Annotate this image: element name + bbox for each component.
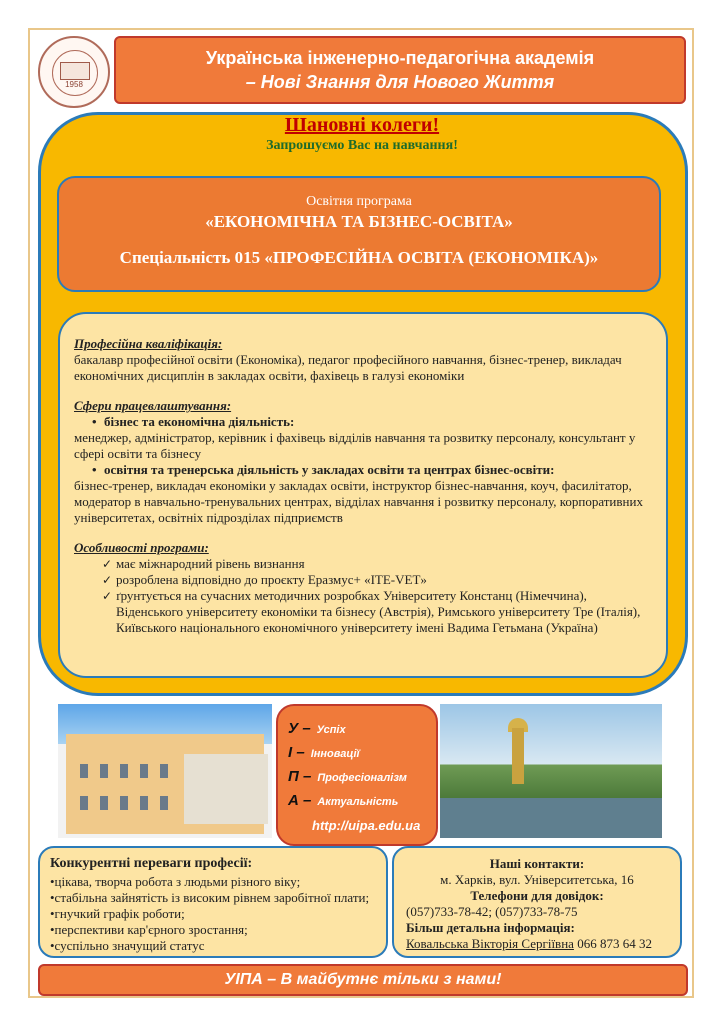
employment-area-name: • освітня та тренерська діяльність у закладах освіти та центрах бізнес-освіти: — [74, 462, 652, 478]
greeting: Шановні колеги! — [284, 114, 440, 136]
phones: (057)733-78-42; (057)733-78-75 — [406, 904, 578, 919]
contact-person-phone: 066 873 64 32 — [573, 936, 652, 951]
academy-building-photo — [58, 704, 272, 838]
info-box — [58, 312, 668, 678]
window — [160, 764, 168, 778]
contacts-address: м. Харків, вул. Університетська, 16 — [440, 872, 634, 887]
window — [80, 764, 88, 778]
window — [100, 764, 108, 778]
feature-item: ✓ розроблена відповідно до проєкту Еразмус+ «ITE-VET» — [74, 572, 652, 588]
invitation: Запрошуємо Вас на навчання! — [266, 138, 458, 153]
advantage-item: •цікава, творча робота з людьми різного віку; — [50, 874, 301, 889]
program-name: «ЕКОНОМІЧНА ТА БІЗНЕС-ОСВІТА» — [205, 212, 513, 231]
window — [160, 796, 168, 810]
feature-item: ✓ має міжнародний рівень визнання — [74, 556, 652, 572]
qualification-text: бакалавр професійної освіти (Економіка), педагог професійного навчання, бізнес-тренер, викладач економічних дисциплін в закладах освіти, фахівець в галузі економіки — [74, 352, 622, 383]
acronym-row: І – Інновації — [288, 744, 360, 761]
acronym-row: У – Успіх — [288, 720, 346, 737]
employment-title: Сфери працевлаштування: — [74, 398, 232, 413]
contacts-box — [392, 846, 682, 958]
program-specialty: Спеціальність 015 «ПРОФЕСІЙНА ОСВІТА (ЕКОНОМІКА)» — [119, 248, 599, 267]
more-info-title: Більш детальна інформація: — [406, 920, 575, 935]
advantage-item: •перспективи кар'єрного зростання; — [50, 922, 248, 937]
kharkiv-city-photo — [440, 704, 662, 838]
employment-area-text: бізнес-тренер, викладач економіки у закладах освіти, інструктор бізнес-навчання, коуч, фасилітатор, модератор в навчально-тренувальних центрах, відділах навчання і розвитку персоналу, корпоративних університетах, освітніх підрозділах підприємств — [74, 478, 643, 525]
uipa-acronym-box — [276, 704, 438, 846]
qualification-title: Професійна кваліфікація: — [74, 336, 223, 351]
window — [120, 764, 128, 778]
academy-logo — [38, 36, 110, 108]
logo-building-icon — [60, 62, 90, 80]
window — [140, 764, 148, 778]
bell-tower — [512, 728, 524, 784]
window — [120, 796, 128, 810]
advantages-box — [38, 846, 388, 958]
footer-banner: УІПА – В майбутнє тільки з нами! — [38, 964, 688, 996]
window — [100, 796, 108, 810]
advantage-item: •стабільна зайнятість із високим рівнем заробітної плати; — [50, 890, 370, 905]
phones-title: Телефони для довідок: — [470, 888, 604, 903]
logo-year: 1958 — [65, 80, 83, 89]
window — [80, 796, 88, 810]
acronym-row: П – Професіоналізм — [288, 768, 407, 785]
header-banner — [114, 36, 686, 104]
advantages-title: Конкурентні переваги професії: — [50, 856, 253, 871]
employment-area-name: • бізнес та економічна діяльність: — [74, 414, 652, 430]
contacts-title: Наші контакти: — [489, 856, 585, 871]
contact-person: Ковальська Вікторія Сергіївна — [406, 936, 574, 951]
program-label: Освітня програма — [306, 194, 412, 209]
advantage-item: •гнучкий графік роботи; — [50, 906, 185, 921]
website-link[interactable]: http://uipa.edu.ua — [312, 818, 421, 833]
acronym-row: А – Актуальність — [288, 792, 399, 809]
employment-area-text: менеджер, адміністратор, керівник і фахівець відділів навчання та розвитку персоналу, консультант у сфері освіти та бізнесу — [74, 430, 636, 461]
advantage-item: •суспільно значущий статус — [50, 938, 205, 953]
building-wing — [184, 754, 268, 824]
program-box — [57, 176, 661, 292]
header-slogan: – Нові Знання для Нового Життя — [245, 72, 555, 92]
feature-item: ✓ ґрунтується на сучасних методичних розробках Університету Констанц (Німеччина), Віденського університету економіки та бізнесу (Австрія), Римського університету Тре (Італія), Київського національного економічного університету імені Вадима Гетьмана (Україна) — [74, 588, 652, 636]
contact-person-line — [406, 936, 668, 952]
features-title: Особливості програми: — [74, 540, 209, 555]
header-title: Українська інженерно-педагогічна академія — [205, 48, 595, 68]
window — [140, 796, 148, 810]
